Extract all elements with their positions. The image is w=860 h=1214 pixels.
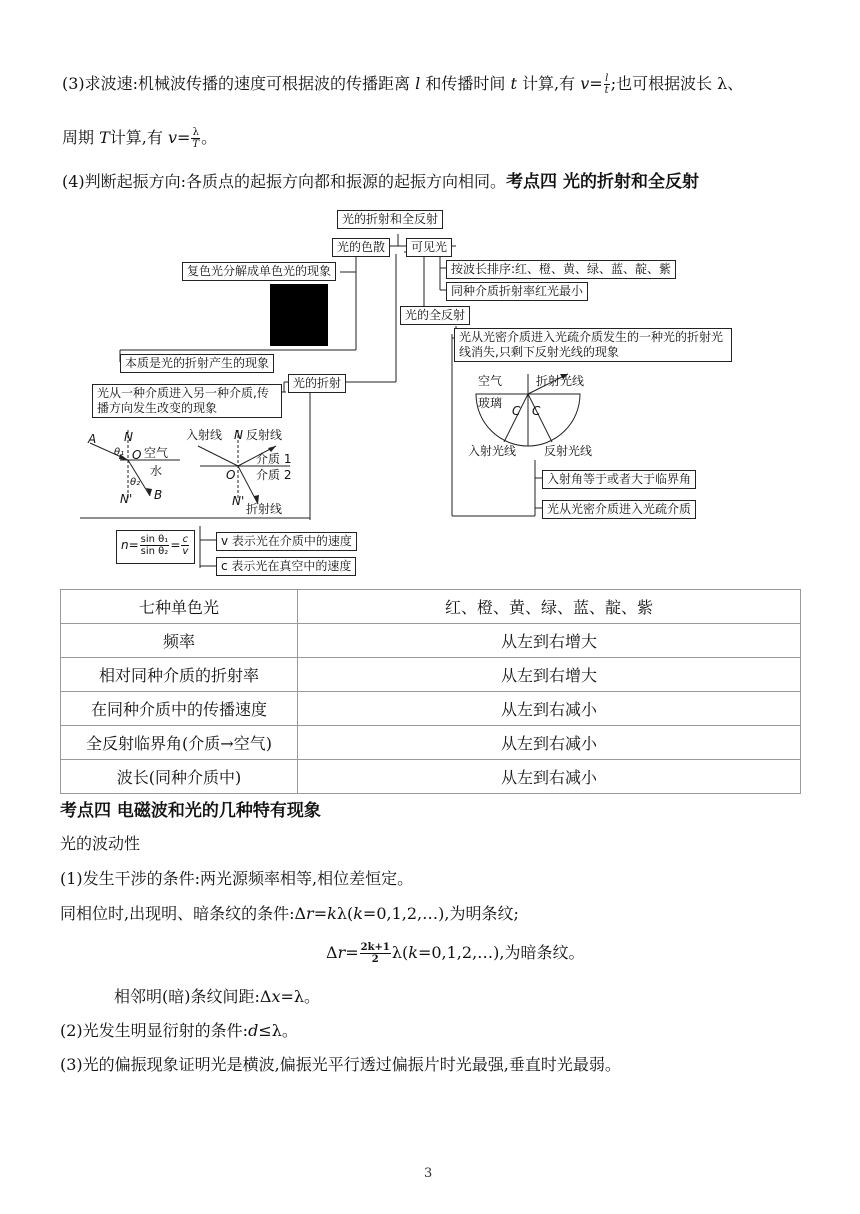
numerator: λ [192, 127, 199, 138]
text: 光从光密介质进入光疏介质发生的一种光的折射光线消失,只剩下反射光线的现象 [459, 330, 724, 359]
fig1-label-water: 水 [150, 464, 163, 478]
diagram-essence: 本质是光的折射产生的现象 [120, 354, 274, 373]
equals: = [170, 538, 181, 552]
fig2-label-Nprime: N' [232, 494, 245, 508]
fraction-2k-plus-1-over-2 [360, 942, 391, 965]
fig1-label-theta2: θ₂ [130, 477, 141, 488]
table-row [61, 658, 801, 692]
denominator: sin θ₂ [140, 546, 169, 557]
text: λ( [336, 904, 354, 923]
table-cell: 波长(同种介质中) [61, 760, 298, 794]
item-interference-condition: (1)发生干涉的条件:两光源频率相等,相位差恒定。 [60, 869, 414, 888]
text: 。 [201, 128, 218, 147]
var-T: T [99, 128, 110, 147]
var-d: d [248, 1021, 259, 1040]
var-r: r [306, 904, 314, 923]
table-cell: 全反射临界角(介质→空气) [61, 726, 298, 760]
table-cell: 从左到右减小 [298, 726, 801, 760]
text: Δ [326, 943, 338, 962]
paragraph-vibration-direction [62, 171, 699, 193]
var-l: l [415, 74, 421, 93]
text: 和传播时间 [425, 74, 506, 93]
diagram-visible-light: 可见光 [406, 238, 452, 257]
paragraph-wave-speed [62, 73, 743, 96]
text: 计算,有 [109, 128, 163, 147]
item-diffraction-condition [60, 1020, 298, 1042]
item-bright-fringe [60, 903, 519, 925]
denominator: 2 [371, 954, 379, 965]
text: (2)光发生明显衍射的条件: [60, 1021, 249, 1040]
table-row [61, 692, 801, 726]
table-cell: 红、橙、黄、绿、蓝、靛、紫 [298, 590, 801, 624]
diagram-dispersion: 光的色散 [332, 238, 390, 257]
fig1-label-theta1: θ₁ [114, 447, 125, 458]
fig3-label-C2: C [532, 404, 541, 418]
table-cell: 七种单色光 [61, 590, 298, 624]
numerator: l [605, 73, 609, 84]
item-dark-fringe [326, 942, 585, 965]
fig1-label-O: O [132, 448, 142, 462]
text: 光从一种介质进入另一种介质,传播方向发生改变的现象 [97, 386, 269, 415]
table-cell: 相对同种介质的折射率 [61, 658, 298, 692]
diagram-refraction: 光的折射 [288, 374, 346, 393]
table-row [61, 760, 801, 794]
fig3-label-incident: 入射光线 [468, 444, 517, 458]
diagram-formula [116, 530, 195, 564]
diagram-root: 光的折射和全反射 [337, 210, 443, 229]
monochromatic-light-table [60, 589, 801, 794]
var-r: r [337, 943, 346, 962]
table-cell: 从左到右减小 [298, 692, 801, 726]
fig2-label-medium2: 介质 2 [256, 468, 292, 482]
numerator: 2k+1 [360, 942, 390, 953]
diagram-condition-dense-to-sparse: 光从光密介质进入光疏介质 [542, 500, 696, 519]
fig2-label-O: O [226, 468, 236, 482]
denominator: T [192, 139, 200, 150]
text: (4)判断起振方向:各质点的起振方向都和振源的起振方向相同。 [62, 172, 507, 191]
concept-diagram [80, 206, 800, 578]
var-k: k [408, 943, 418, 962]
text: n= [121, 538, 139, 552]
equals: = [589, 74, 603, 93]
fig1-label-air: 空气 [144, 446, 169, 460]
section-heading: 考点四 光的折射和全反射 [506, 172, 699, 192]
table-cell: 从左到右增大 [298, 658, 801, 692]
var-x: x [271, 987, 281, 1006]
text: λ( [391, 943, 409, 962]
subheading-wave-nature: 光的波动性 [60, 834, 141, 853]
text: =0,1,2,…),为明条纹; [362, 904, 519, 923]
fig2-label-medium1: 介质 1 [256, 452, 292, 466]
fig2-label-incident: 入射线 [186, 428, 223, 442]
table-cell: 从左到右增大 [298, 624, 801, 658]
equals: = [345, 943, 359, 962]
text: =λ。 [280, 987, 321, 1006]
diagram-wavelength-order: 按波长排序:红、橙、黄、绿、蓝、靛、紫 [446, 260, 676, 279]
table-cell: 从左到右减小 [298, 760, 801, 794]
table-row [61, 624, 801, 658]
diagram-dispersion-definition: 复色光分解成单色光的现象 [182, 262, 336, 281]
fig2-label-N: N [234, 428, 243, 442]
table-cell: 频率 [61, 624, 298, 658]
numerator: sin θ₁ [140, 534, 169, 545]
equals: = [313, 904, 328, 923]
fraction-l-over-t [604, 73, 610, 96]
diagram-v-meaning: v 表示光在介质中的速度 [216, 532, 357, 551]
var-k: k [327, 904, 337, 923]
text: (3)求波速:机械波传播的速度可根据波的传播距离 [62, 74, 411, 93]
text: 相邻明(暗)条纹间距:Δ [114, 987, 272, 1006]
table-row [61, 590, 801, 624]
equals: = [177, 128, 191, 147]
table-cell: 在同种介质中的传播速度 [61, 692, 298, 726]
diagram-c-meaning: c 表示光在真空中的速度 [216, 557, 356, 576]
text: ≤λ。 [258, 1021, 298, 1040]
item-fringe-spacing [114, 986, 320, 1008]
paragraph-wave-speed-cont [62, 127, 217, 150]
text: ;也可根据波长 λ、 [610, 74, 744, 93]
page-number: 3 [424, 1166, 433, 1181]
diagram-condition-angle: 入射角等于或者大于临界角 [542, 470, 696, 489]
section-heading-em-waves: 考点四 电磁波和光的几种特有现象 [60, 801, 321, 821]
fig2-label-reflected: 反射线 [246, 428, 283, 442]
diagram-refraction-definition [92, 384, 282, 418]
var-k: k [353, 904, 363, 923]
diagram-total-reflection: 光的全反射 [400, 306, 470, 325]
text: 周期 [62, 128, 95, 147]
diagram-total-reflection-definition [454, 328, 732, 362]
text: 计算,有 [522, 74, 576, 93]
dispersion-photo [270, 284, 328, 346]
fig1-label-Nprime: N' [120, 492, 133, 506]
diagram-same-medium: 同种介质折射率红光最小 [446, 282, 588, 301]
fraction-sin [140, 534, 170, 557]
var-v: v [580, 74, 590, 93]
numerator: c [182, 534, 189, 545]
denominator: v [182, 546, 189, 557]
fig1-label-A: A [88, 432, 97, 446]
denominator: t [604, 85, 609, 96]
item-polarization: (3)光的偏振现象证明光是横波,偏振光平行透过偏振片时光最强,垂直时光最弱。 [60, 1055, 621, 1074]
fig2-label-refracted: 折射线 [246, 502, 283, 516]
fig3-label-reflected: 反射光线 [544, 444, 593, 458]
text: 同相位时,出现明、暗条纹的条件:Δ [60, 904, 307, 923]
fraction-c-over-v [181, 534, 189, 557]
fig1-label-B: B [154, 488, 163, 502]
var-t: t [510, 74, 517, 93]
table-row [61, 726, 801, 760]
var-v: v [167, 128, 178, 147]
fig3-label-C1: C [512, 404, 521, 418]
fraction-lambda-over-T [191, 127, 200, 150]
fig3-label-glass: 玻璃 [478, 396, 503, 410]
fig1-label-N: N [124, 430, 133, 444]
fig3-label-refracted: 折射光线 [536, 374, 585, 388]
fig3-label-air: 空气 [478, 374, 503, 388]
text: =0,1,2,…),为暗条纹。 [417, 943, 585, 962]
